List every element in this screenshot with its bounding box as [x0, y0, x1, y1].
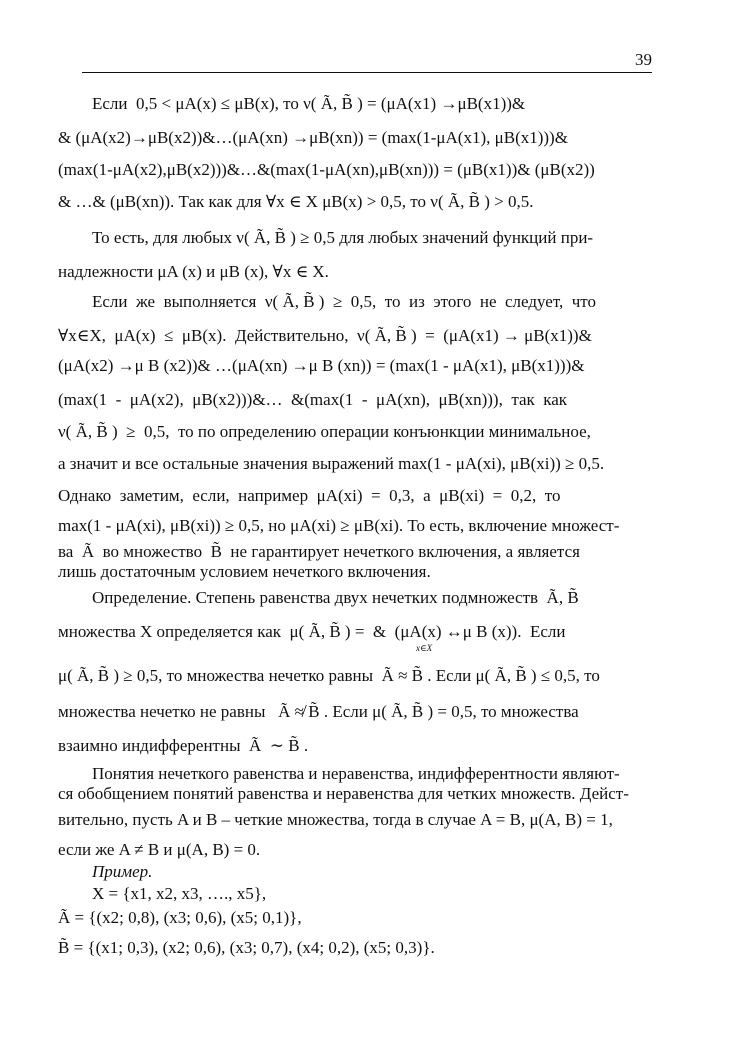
text-line: Определение. Степень равенства двух нечетких подмножеств Ã, B̃ — [92, 588, 579, 607]
text-line: Однако заметим, если, например μA(xi) = 0,3, а μB(xi) = 0,2, то — [58, 486, 561, 505]
text-line: & (μA(x2)→μB(x2))&…(μA(xn) →μB(xn)) = (max(1-μA(x1), μB(x1)))& — [58, 128, 568, 147]
text-line: взаимно индифферентны Ã ∼ B̃ . — [58, 736, 309, 755]
text-line: X = {x1, x2, x3, …., x5}, — [92, 884, 267, 903]
text-line: лишь достаточным условием нечеткого включения. — [58, 562, 431, 581]
text-line: (μA(x2) →μ B (x2))& …(μA(xn) →μ B (xn)) = (max(1 - μA(x1), μB(x1)))& — [58, 356, 585, 375]
text-line: ∀x∈X, μA(x) ≤ μB(x). Действительно, ν( Ã, B̃ ) = (μA(x1) → μB(x1))& — [58, 326, 592, 345]
page-number: 39 — [635, 50, 652, 69]
text-line: ся обобщением понятий равенства и неравенства для четких множеств. Дейст- — [58, 784, 629, 803]
text-line: если же A ≠ B и μ(A, B) = 0. — [58, 840, 261, 859]
text-line: & …& (μB(xn)). Так как для ∀x ∈ X μB(x) > 0,5, то ν( Ã, B̃ ) > 0,5. — [58, 192, 534, 211]
text-line: B̃ = {(x1; 0,3), (x2; 0,6), (x3; 0,7), (x4; 0,2), (x5; 0,3)}. — [58, 938, 435, 957]
text-line: ν( Ã, B̃ ) ≥ 0,5, то по определению операции конъюнкции минимальное, — [58, 422, 591, 441]
text-line: max(1 - μA(xi), μB(xi)) ≥ 0,5, но μA(xi) ≥ μB(xi). То есть, включение множест- — [58, 516, 620, 535]
text-line: То есть, для любых ν( Ã, B̃ ) ≥ 0,5 для любых значений функций при- — [92, 228, 594, 247]
text-line: ва Ã во множество B̃ не гарантирует нечеткого включения, а является — [58, 542, 580, 561]
header-rule — [82, 72, 652, 73]
text-line: надлежности μA (x) и μB (x), ∀x ∈ X. — [58, 262, 329, 281]
text-line: μ( Ã, B̃ ) ≥ 0,5, то множества нечетко равны Ã ≈ B̃ . Если μ( Ã, B̃ ) ≤ 0,5, то — [58, 666, 600, 685]
text-line: а значит и все остальные значения выражений max(1 - μA(xi), μB(xi)) ≥ 0,5. — [58, 454, 605, 473]
conjunction-subscript: x∈X — [416, 643, 433, 653]
text-line: Если же выполняется ν( Ã, B̃ ) ≥ 0,5, то из этого не следует, что — [92, 292, 596, 311]
text-line: (max(1 - μA(x2), μB(x2)))&… &(max(1 - μA(xn), μB(xn))), так как — [58, 390, 568, 409]
text-line: вительно, пусть A и B – четкие множества, тогда в случае A = B, μ(A, B) = 1, — [58, 810, 613, 829]
text-line: (max(1-μA(x2),μB(x2)))&…&(max(1-μA(xn),μB(xn))) = (μB(x1))& (μB(x2)) — [58, 160, 595, 179]
text-line: множества нечетко не равны Ã ≉ B̃ . Если μ( Ã, B̃ ) = 0,5, то множества — [58, 702, 579, 721]
example-heading: Пример. — [92, 862, 153, 881]
text-line: Если 0,5 < μA(x) ≤ μB(x), то ν( Ã, B̃ ) = (μA(x1) →μB(x1))& — [92, 94, 526, 113]
text-line: Понятия нечеткого равенства и неравенства, индифферентности являют- — [92, 764, 620, 783]
text-line: Ã = {(x2; 0,8), (x3; 0,6), (x5; 0,1)}, — [58, 908, 302, 927]
text-line: множества X определяется как μ( Ã, B̃ ) = & (μA(x) ↔μ B (x)). Если — [58, 622, 566, 641]
